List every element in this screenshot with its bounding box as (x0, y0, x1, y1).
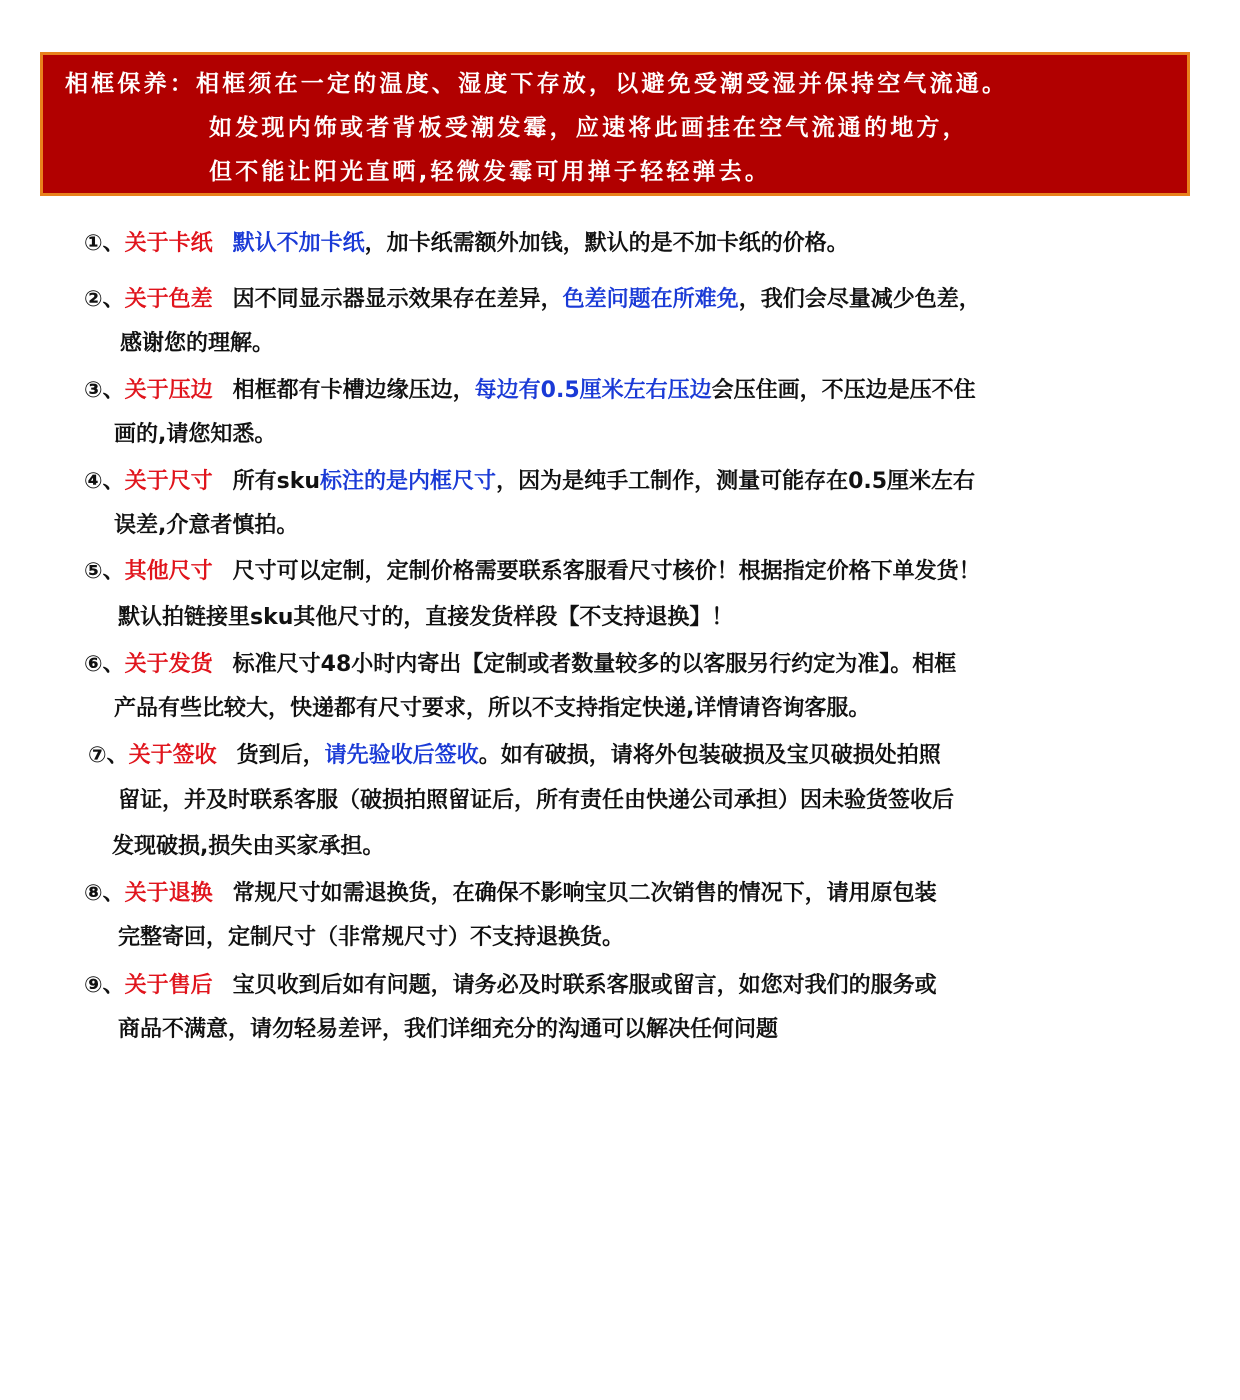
item-line-continued: 发现破损,损失由买家承担。 (112, 834, 385, 859)
item-number: ⑨、 (84, 973, 125, 998)
item-text: 。如有破损，请将外包装破损及宝贝破损处拍照 (478, 743, 941, 768)
item-text: 尺寸可以定制，定制价格需要联系客服看尺寸核价！根据指定价格下单发货！ (232, 559, 981, 584)
item-line-continued: 画的,请您知悉。 (114, 422, 277, 447)
item-topic: 关于色差 (124, 287, 213, 312)
item-topic: 关于售后 (124, 973, 213, 998)
item-line (84, 228, 849, 260)
item-text: 货到后， (236, 743, 325, 768)
item-topic: 关于退换 (124, 881, 213, 906)
item-number: ⑧、 (84, 881, 125, 906)
notice-line-1 (65, 69, 1008, 99)
item-number: ②、 (84, 287, 125, 312)
item-highlight: 每边有0.5厘米左右压边 (474, 378, 712, 403)
item-line (84, 556, 981, 588)
item-topic: 关于压边 (124, 378, 213, 403)
item-line-continued: 留证，并及时联系客服（破损拍照留证后，所有责任由快递公司承担）因未验货签收后 (118, 788, 955, 813)
item-number: ④、 (84, 469, 125, 494)
care-notice-banner (40, 52, 1190, 196)
item-number: ⑥、 (84, 652, 125, 677)
item-text: ，我们会尽量减少色差， (738, 287, 981, 312)
item-line (84, 970, 937, 1002)
item-text: 相框都有卡槽边缘压边， (232, 378, 475, 403)
item-line-continued: 误差,介意者慎拍。 (114, 513, 299, 538)
notice-text-1: 相框须在一定的温度、湿度下存放，以避免受潮受湿并保持空气流通。 (196, 71, 1009, 97)
item-highlight: 标注的是内框尺寸 (320, 469, 497, 494)
item-topic: 关于卡纸 (124, 231, 213, 256)
item-text: ，因为是纯手工制作，测量可能存在0.5厘米左右 (496, 469, 976, 494)
item-text: 会压住画，不压边是压不住 (711, 378, 976, 403)
item-text: 标准尺寸48小时内寄出【定制或者数量较多的以客服另行约定为准】。相框 (232, 652, 957, 677)
item-number: ③、 (84, 378, 125, 403)
item-highlight: 色差问题在所难免 (562, 287, 739, 312)
item-line (84, 649, 956, 681)
item-line-continued: 默认拍链接里sku其他尺寸的，直接发货样段【不支持退换】！ (118, 605, 734, 630)
item-line (88, 740, 941, 772)
item-line-continued: 完整寄回，定制尺寸（非常规尺寸）不支持退换货。 (118, 925, 625, 950)
item-topic: 其他尺寸 (124, 559, 213, 584)
item-line (84, 466, 975, 498)
item-line (84, 284, 981, 316)
notice-label: 相框保养： (65, 71, 196, 97)
item-number: ⑦、 (88, 743, 129, 768)
item-text: 常规尺寸如需退换货，在确保不影响宝贝二次销售的情况下，请用原包装 (232, 881, 937, 906)
item-text: 因不同显示器显示效果存在差异， (232, 287, 563, 312)
notice-line-3: 但不能让阳光直晒,轻微发霉可用掸子轻轻弹去。 (209, 159, 772, 185)
item-number: ⑤、 (84, 559, 125, 584)
item-highlight: 默认不加卡纸 (232, 231, 365, 256)
item-line (84, 375, 976, 407)
item-line (84, 878, 937, 910)
item-highlight: 请先验收后签收 (324, 743, 479, 768)
item-line-continued: 商品不满意，请勿轻易差评，我们详细充分的沟通可以解决任何问题 (118, 1017, 779, 1042)
item-topic: 关于发货 (124, 652, 213, 677)
item-topic: 关于尺寸 (124, 469, 213, 494)
item-number: ①、 (84, 231, 125, 256)
item-topic: 关于签收 (128, 743, 217, 768)
item-text: 宝贝收到后如有问题，请务必及时联系客服或留言，如您对我们的服务或 (232, 973, 937, 998)
notice-line-2: 如发现内饰或者背板受潮发霉，应速将此画挂在空气流通的地方， (209, 115, 969, 141)
item-text: ，加卡纸需额外加钱，默认的是不加卡纸的价格。 (364, 231, 849, 256)
item-text: 所有sku (232, 469, 321, 494)
item-line-continued: 感谢您的理解。 (120, 331, 275, 356)
item-line-continued: 产品有些比较大，快递都有尺寸要求，所以不支持指定快递,详情请咨询客服。 (114, 696, 871, 721)
